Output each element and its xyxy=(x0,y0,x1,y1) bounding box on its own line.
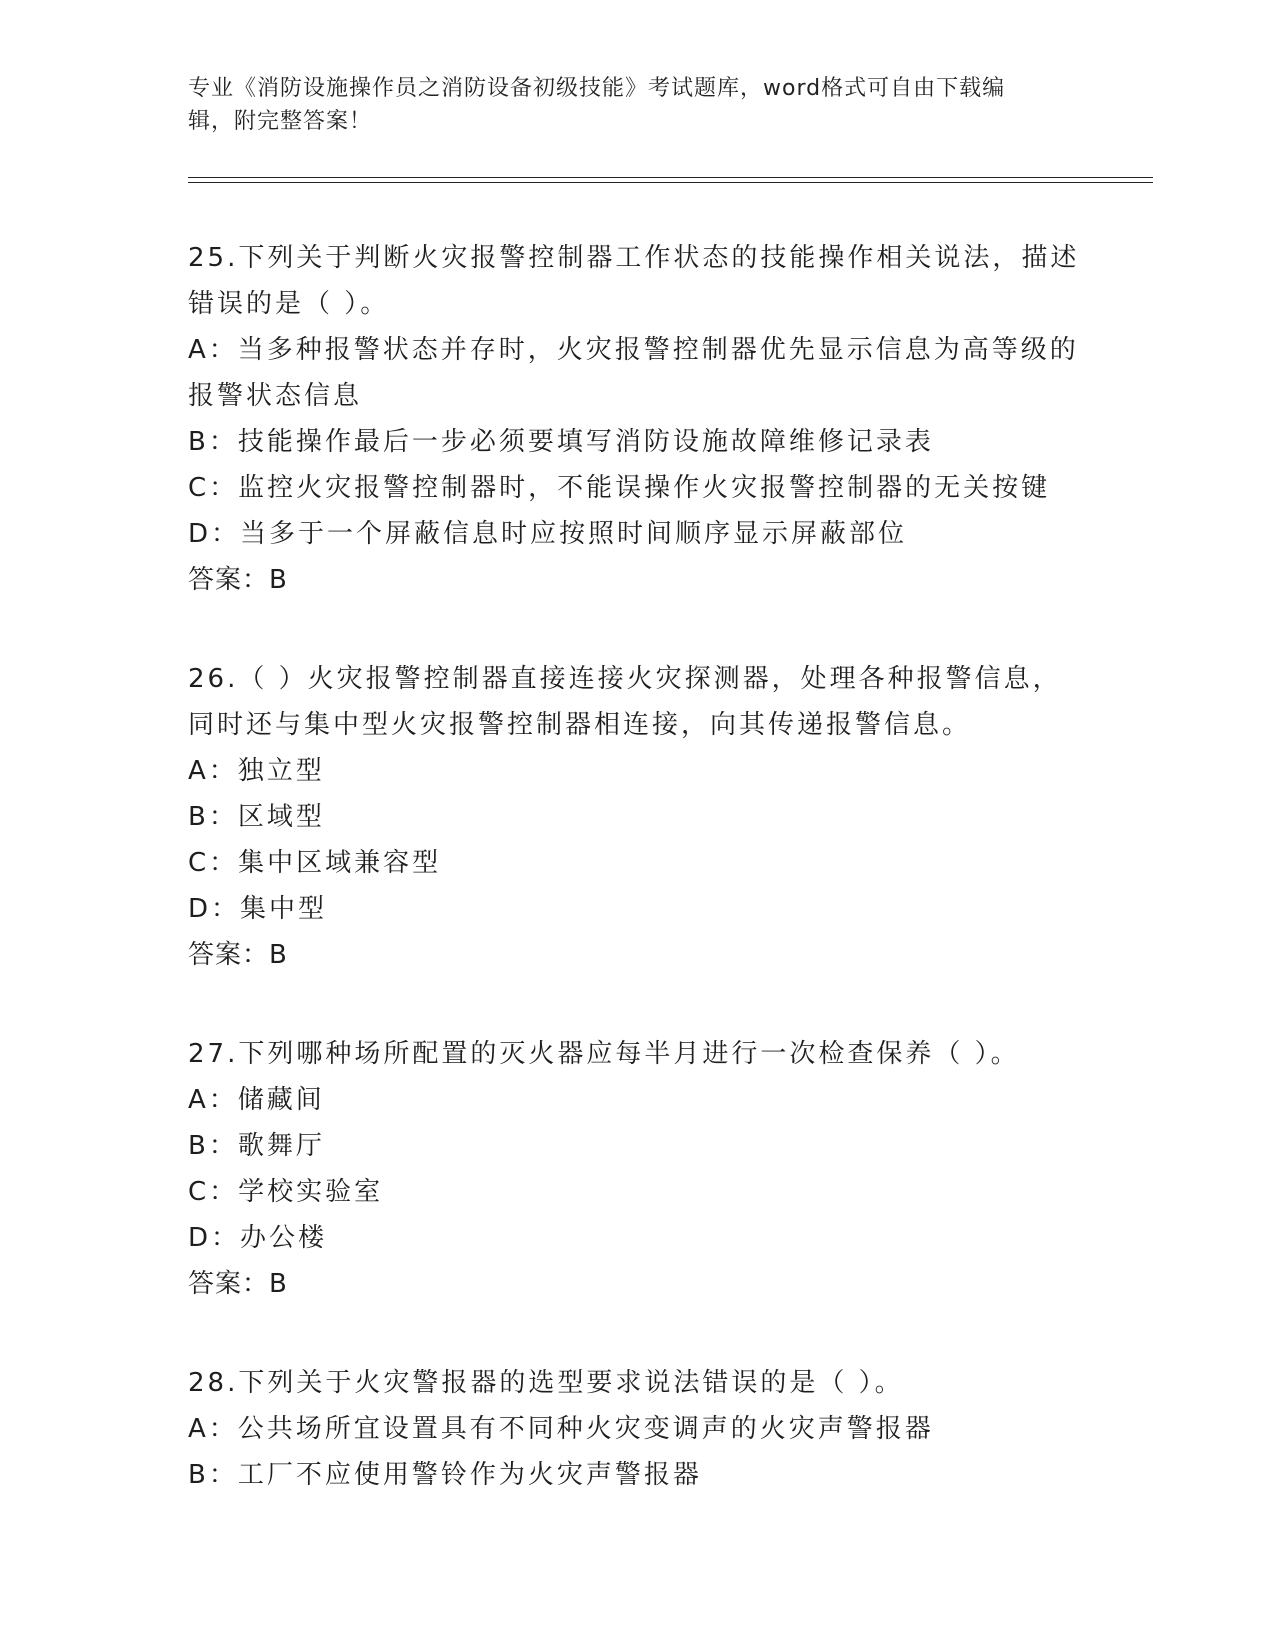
question-stem-line: 同时还与集中型火灾报警控制器相连接，向其传递报警信息。 xyxy=(188,710,972,740)
header-line-1: 专业《消防设施操作员之消防设备初级技能》考试题库，word格式可自由下载编 xyxy=(188,76,1006,101)
answer-line: 答案：B xyxy=(188,1269,288,1299)
answer-line: 答案：B xyxy=(188,565,288,595)
option-c: C：学校实验室 xyxy=(188,1177,384,1207)
option-b: B：歌舞厅 xyxy=(188,1131,325,1161)
option-a: A：独立型 xyxy=(188,756,325,786)
option-b: B：区域型 xyxy=(188,802,325,832)
header-divider-bottom xyxy=(188,182,1153,183)
question-28 xyxy=(188,1360,1088,1498)
option-a: A：储藏间 xyxy=(188,1085,325,1115)
question-list xyxy=(188,235,1088,1551)
answer-line: 答案：B xyxy=(188,940,288,970)
document-header xyxy=(188,72,1088,138)
option-a-continued: 报警状态信息 xyxy=(188,381,363,411)
question-stem-line: 28.下列关于火灾警报器的选型要求说法错误的是（ ）。 xyxy=(188,1368,904,1398)
option-c: C：集中区域兼容型 xyxy=(188,848,442,878)
question-26 xyxy=(188,656,1088,978)
option-b: B：工厂不应使用警铃作为火灾声警报器 xyxy=(188,1460,702,1490)
option-d: D：办公楼 xyxy=(188,1223,328,1253)
option-d: D：当多于一个屏蔽信息时应按照时间顺序显示屏蔽部位 xyxy=(188,519,908,549)
option-a: A：当多种报警状态并存时，火灾报警控制器优先显示信息为高等级的 xyxy=(188,335,1079,365)
option-a: A：公共场所宜设置具有不同种火灾变调声的火灾声警报器 xyxy=(188,1414,934,1444)
question-stem-line: 25.下列关于判断火灾报警控制器工作状态的技能操作相关说法，描述 xyxy=(188,243,1080,273)
question-27 xyxy=(188,1031,1088,1307)
option-d: D：集中型 xyxy=(188,894,328,924)
option-b: B：技能操作最后一步必须要填写消防设施故障维修记录表 xyxy=(188,427,934,457)
question-stem-line: 26.（ ）火灾报警控制器直接连接火灾探测器，处理各种报警信息， xyxy=(188,664,1062,694)
question-stem-line: 27.下列哪种场所配置的灭火器应每半月进行一次检查保养（ ）。 xyxy=(188,1039,1020,1069)
header-divider-top xyxy=(188,177,1153,178)
question-25 xyxy=(188,235,1088,603)
question-stem-line: 错误的是（ ）。 xyxy=(188,289,390,319)
option-c: C：监控火灾报警控制器时，不能误操作火灾报警控制器的无关按键 xyxy=(188,473,1051,503)
header-line-2: 辑，附完整答案！ xyxy=(188,109,373,134)
